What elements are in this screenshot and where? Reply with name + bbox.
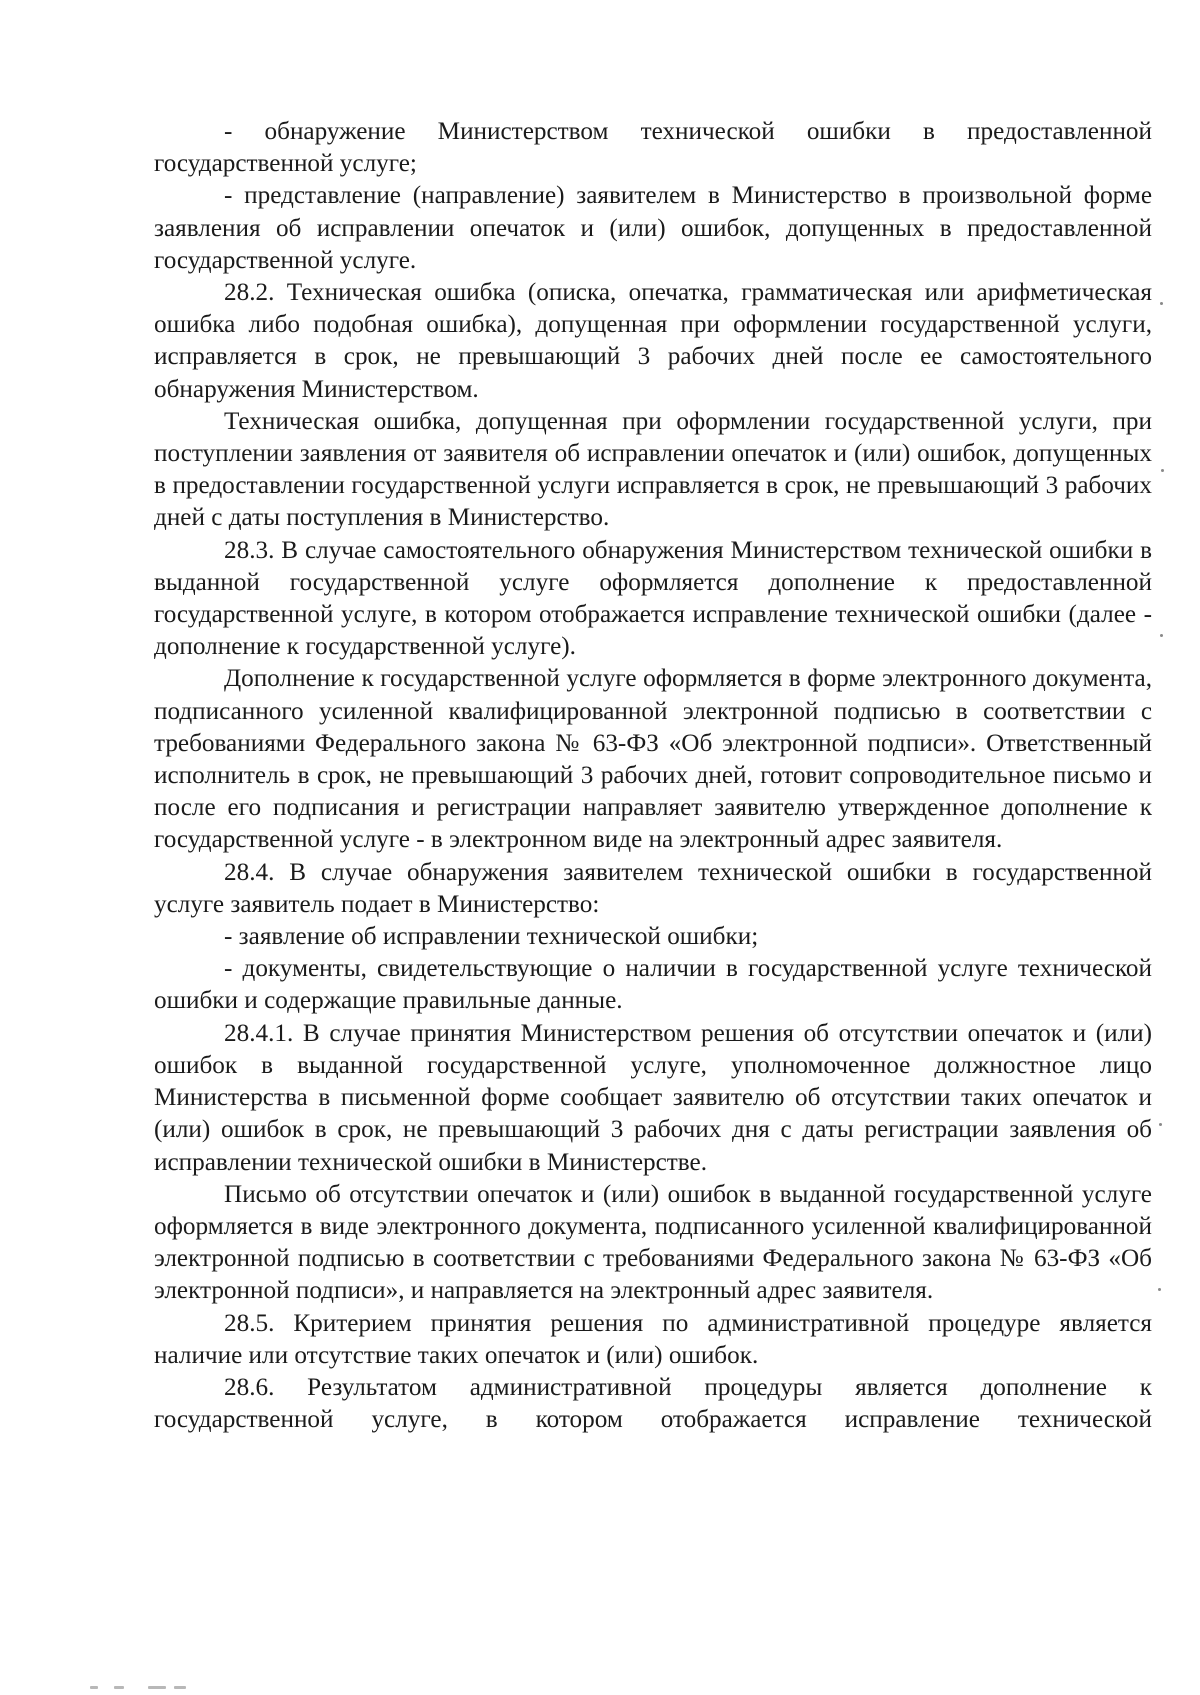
paragraph-28-2: 28.2. Техническая ошибка (описка, опечатка, грамматическая или арифметическая ошибка либо подобная ошибка), допущенная при оформлении государственной услуги, исправляется в срок, не превышающий 3 рабочих дней после ее самостоятельного обнаружения Министерством. xyxy=(154,279,1152,403)
paragraph-28-4: 28.4. В случае обнаружения заявителем технической ошибки в государственной услуге заявитель подает в Министерство: xyxy=(154,858,1152,918)
paragraph-bullet-applicant-request: - представление (направление) заявителем в Министерство в произвольной форме заявления об исправлении опечаток и (или) ошибок, допущенных в предоставленной государственной услуге. xyxy=(154,182,1152,274)
paragraph-bullet-supporting-documents: - документы, свидетельствующие о наличии в государственной услуге технической ошибки и содержащие правильные данные. xyxy=(154,955,1152,1015)
scan-footer-marks xyxy=(90,1684,290,1692)
paragraph-28-4-1: 28.4.1. В случае принятия Министерством решения об отсутствии опечаток и (или) ошибок в выданной государственной услуге, уполномоченное должностное лицо Министерства в письменной форме сообщает заявителю об отсутствии таких опечаток и (или) ошибок в срок, не превышающий 3 рабочих дня с даты регистрации заявления об исправлении технической ошибки в Министерстве. xyxy=(154,1019,1152,1176)
scan-speck xyxy=(1161,469,1164,472)
paragraph-28-3: 28.3. В случае самостоятельного обнаружения Министерством технической ошибки в выданной государственной услуге оформляется дополнение к предоставленной государственной услуге, в котором отображается исправление технической ошибки (далее - дополнение к государственной услуге). xyxy=(154,536,1152,661)
scan-speck xyxy=(1159,1123,1162,1126)
paragraph-28-2-continued: Техническая ошибка, допущенная при оформлении государственной услуги, при поступлении заявления от заявителя об исправлении опечаток и (или) ошибок, допущенных в предоставлении государственной услуги исправляется в срок, не превышающий 3 рабочих дней с даты поступления в Министерство. xyxy=(154,407,1152,532)
paragraph-28-5: 28.5. Критерием принятия решения по административной процедуре является наличие или отсутствие таких опечаток и (или) ошибок. xyxy=(154,1309,1152,1369)
scan-speck xyxy=(1160,634,1163,637)
scan-speck xyxy=(1160,302,1163,305)
paragraph-bullet-correction-request: - заявление об исправлении технической ошибки; xyxy=(224,923,759,951)
document-body xyxy=(154,116,1152,1436)
paragraph-bullet-ministry-detection: - обнаружение Министерством технической ошибки в предоставленной государственной услуге; xyxy=(154,118,1152,178)
paragraph-28-3-continued: Дополнение к государственной услуге оформляется в форме электронного документа, подписанного усиленной квалифицированной электронной подписью в соответствии с требованиями Федерального закона № 63-ФЗ «Об электронной подписи». Ответственный исполнитель в срок, не превышающий 3 рабочих дней, готовит сопроводительное письмо и после его подписания и регистрации направляет заявителю утвержденное дополнение к государственной услуге - в электронном виде на электронный адрес заявителя. xyxy=(154,665,1152,854)
paragraph-28-6: 28.6. Результатом административной процедуры является дополнение к государственной услуге, в котором отображается исправление технической xyxy=(154,1373,1152,1434)
scan-speck xyxy=(1158,1288,1161,1291)
paragraph-28-4-1-continued: Письмо об отсутствии опечаток и (или) ошибок в выданной государственной услуге оформляется в виде электронного документа, подписанного усиленной квалифицированной электронной подписью в соответствии с требованиями Федерального закона № 63-ФЗ «Об электронной подписи», и направляется на электронный адрес заявителя. xyxy=(154,1180,1152,1305)
